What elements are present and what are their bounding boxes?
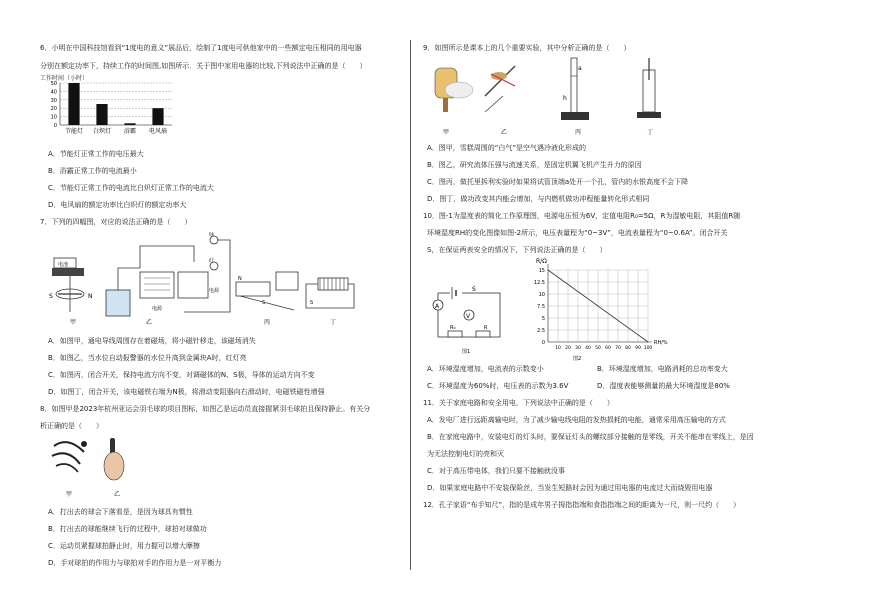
q6-stem-line1: 6．小明在中国科技馆看到“1度电的意义”展品后，绘制了1度电可供他家中的一些额定电压相同的用电器 bbox=[40, 44, 362, 52]
q10-stem-line3: S，在保证两表安全的情况下，下列说法正确的是（ ） bbox=[427, 246, 607, 254]
q8-option-a[interactable]: A．打出去的球会下落看是，是因为球具有惯性 bbox=[48, 508, 193, 516]
chart-category-label: 浴霸 bbox=[123, 128, 137, 135]
q8-option-b[interactable]: B．打出去的球能继续飞行的过程中，球拍对球做功 bbox=[48, 525, 207, 533]
chart-ytick-label: 0 bbox=[53, 123, 57, 129]
q11-option-b-line1[interactable]: B．在家庭电路中，安装电灯的灯头时，要保证灯头的螺纹部分接触的是零线，开关不能串在零线上，是因 bbox=[427, 433, 754, 441]
q9-fig-jia-ice-cream-icon bbox=[435, 68, 473, 136]
svg-text:甲: 甲 bbox=[70, 319, 77, 326]
q10-option-c[interactable]: C．环境湿度为60%时，电压表的示数为3.6V bbox=[427, 382, 569, 390]
graph-xtick-label: 10 bbox=[555, 346, 561, 351]
chart-yticks bbox=[51, 81, 57, 129]
q9-stem: 9．如图所示是课本上的几个重要实验，其中分析正确的是（ ） bbox=[423, 44, 631, 52]
q10-stem-line2: 环境湿度RH的变化图像如图-2所示，电压表量程为“0~3V”，电流表量程为“0~0.6A”。闭合开关 bbox=[427, 229, 728, 237]
q6-bar-chart bbox=[40, 73, 175, 139]
q9-option-a[interactable]: A．图甲，雪糕周围的“白气”是空气遇冷液化形成的 bbox=[427, 144, 587, 152]
q9-figures bbox=[425, 56, 675, 138]
svg-text:S: S bbox=[310, 300, 314, 306]
svg-text:N: N bbox=[88, 293, 93, 300]
q8-option-c[interactable]: C．运动员紧握球拍静止时，用力握可以增大摩擦 bbox=[48, 542, 200, 550]
graph-grid bbox=[548, 264, 652, 342]
svg-text:S: S bbox=[472, 286, 476, 293]
graph-caption: 图2 bbox=[573, 356, 582, 362]
svg-text:甲: 甲 bbox=[443, 129, 450, 136]
svg-text:丁: 丁 bbox=[647, 129, 654, 136]
q7-option-d[interactable]: D．如图丁，闭合开关，该电磁铁右端为N极，将滑动变阻器向右滑动时，电磁铁磁性增强 bbox=[48, 388, 325, 396]
q7-option-c[interactable]: C．如图丙，闭合开关，保持电流方向不变，对调磁体的N、S极，导体的运动方向不变 bbox=[48, 371, 315, 379]
chart-bars bbox=[68, 83, 163, 125]
q9-option-c[interactable]: C．图丙，做托里拆利实验时如果将试管顶端a处开一个孔，管内的水银高度不会下降 bbox=[427, 178, 689, 186]
q8-fig-jia-badminton-icon bbox=[52, 441, 87, 498]
svg-text:R₀: R₀ bbox=[450, 325, 456, 331]
graph-xtick-label: 30 bbox=[575, 346, 581, 351]
graph-ytick-label: 12.5 bbox=[533, 280, 545, 286]
q7-stem: 7．下列的四幅图，对应的说法正确的是（ ） bbox=[40, 218, 192, 226]
q6-stem-line2: 分别在额定功率下，持续工作的时间图,如图所示．关于图中家用电器的比较,下列说法中正确的是（ ） bbox=[40, 62, 367, 70]
svg-text:红: 红 bbox=[209, 258, 215, 264]
svg-text:乙: 乙 bbox=[501, 129, 508, 136]
chart-bar bbox=[124, 123, 135, 125]
svg-text:丁: 丁 bbox=[330, 319, 337, 326]
q10-option-d[interactable]: D．湿度表能够测量的最大环境湿度是80% bbox=[597, 382, 730, 390]
q7-fig-bing bbox=[236, 272, 298, 326]
graph-ytick-label: 2.5 bbox=[537, 328, 545, 334]
q12-stem: 12．孔子家语“布手知尺”，指的是成年男子拇指指端和食指指端之间的距离为一尺，则一尺约（ ） bbox=[423, 501, 741, 509]
graph-ytick-label: 15 bbox=[538, 268, 545, 274]
q7-fig-ding bbox=[306, 278, 354, 326]
chart-categories bbox=[65, 127, 167, 135]
graph-xlabel: RH/% bbox=[654, 340, 668, 346]
chart-bar bbox=[152, 108, 163, 125]
graph-xtick-label: 70 bbox=[615, 346, 621, 351]
chart-ytick-label: 10 bbox=[50, 114, 57, 121]
chart-ytick-label: 40 bbox=[50, 89, 57, 96]
svg-text:乙: 乙 bbox=[146, 319, 153, 326]
q9-fig-bing-torricelli-icon bbox=[561, 58, 589, 136]
graph-ytick-label: 7.5 bbox=[537, 304, 545, 310]
svg-text:乙: 乙 bbox=[114, 491, 121, 498]
q7-option-a[interactable]: A．如图甲，通电导线周围存在着磁场，将小磁针移走，该磁场消失 bbox=[48, 337, 256, 345]
column-divider bbox=[410, 40, 411, 570]
svg-text:丙: 丙 bbox=[264, 319, 271, 326]
chart-category-label: 白炽灯 bbox=[92, 128, 112, 135]
q10-option-a[interactable]: A．环境湿度增加，电流表的示数变小 bbox=[427, 365, 544, 373]
q7-option-b[interactable]: B．如图乙，当水位自动报警器的水位升高到金属块A时，红灯亮 bbox=[48, 354, 247, 362]
q11-option-b-line2[interactable]: 为无法控制电灯的亮和灭 bbox=[427, 450, 504, 458]
graph-ticks bbox=[534, 268, 653, 351]
svg-text:A: A bbox=[435, 303, 440, 310]
graph-xtick-label: 90 bbox=[635, 346, 641, 351]
q11-option-d[interactable]: D．如果家庭电路中不安装保险丝，当发生短路时会因为通过用电器的电流过大而烧毁用电器 bbox=[427, 484, 713, 492]
q9-fig-yi-bernoulli-icon bbox=[485, 66, 515, 136]
chart-category-label: 电风扇 bbox=[148, 128, 168, 135]
chart-ytick-label: 20 bbox=[50, 106, 57, 113]
svg-text:绿: 绿 bbox=[209, 232, 215, 238]
q8-fig-yi-hand-racket-icon bbox=[104, 438, 124, 498]
q8-option-d[interactable]: D．手对球拍的作用力与球拍对手的作用力是一对平衡力 bbox=[48, 559, 222, 567]
q9-option-d[interactable]: D．图丁，做功改变其内能会增加，与内燃机做功冲程能量转化形式相同 bbox=[427, 195, 650, 203]
chart-ylabel: 工作时间（小时） bbox=[40, 75, 89, 82]
graph-ytick-label: 0 bbox=[541, 340, 545, 346]
q10-stem-line1: 10．图-1为湿度表的简化工作原理图，电源电压恒为6V，定值电阻R₀=5Ω，R为湿敏电阻，其阻值R随 bbox=[423, 212, 741, 220]
graph-xtick-label: 60 bbox=[605, 346, 611, 351]
q11-option-c[interactable]: C．对于高压带电体，我们只要不接触就没事 bbox=[427, 467, 565, 475]
chart-category-label: 节能灯 bbox=[64, 128, 84, 135]
q10-resistance-graph bbox=[528, 256, 668, 362]
svg-text:h: h bbox=[563, 95, 567, 102]
q6-option-d[interactable]: D．电风扇的额定功率比白炽灯的额定功率大 bbox=[48, 201, 187, 209]
graph-ytick-label: 10 bbox=[538, 292, 545, 298]
q9-option-b[interactable]: B．图乙，研究流体压强与流速关系，是固定机翼飞机产生升力的原因 bbox=[427, 161, 642, 169]
svg-text:丙: 丙 bbox=[575, 129, 582, 136]
svg-text:V: V bbox=[466, 313, 471, 320]
graph-ylabel: R/Ω bbox=[536, 258, 547, 265]
chart-bar bbox=[96, 104, 107, 125]
q6-option-b[interactable]: B．浴霸正常工作的电流最小 bbox=[48, 167, 137, 175]
chart-ytick-label: 50 bbox=[50, 81, 57, 87]
q7-figures bbox=[44, 232, 364, 328]
svg-text:a: a bbox=[578, 65, 582, 72]
svg-text:电源: 电源 bbox=[209, 288, 220, 294]
graph-xtick-label: 80 bbox=[625, 346, 631, 351]
svg-text:图1: 图1 bbox=[462, 349, 471, 355]
graph-xtick-label: 40 bbox=[585, 346, 591, 351]
q9-fig-ding-fire-syringe-icon bbox=[637, 58, 661, 136]
svg-text:电源: 电源 bbox=[152, 306, 163, 312]
q10-option-b[interactable]: B．环境湿度增加，电路消耗的总功率变大 bbox=[597, 365, 728, 373]
q8-stem-line1: 8．如图甲是2023年杭州亚运会羽毛球的项目图标，如图乙是运动员直接握紧羽毛球拍且保持静止。有关分 bbox=[40, 405, 371, 413]
q11-stem: 11．关于家庭电路和安全用电，下列说法中正确的是（ ） bbox=[423, 399, 614, 407]
svg-text:电池: 电池 bbox=[58, 262, 69, 268]
q6-option-a[interactable]: A．节能灯正常工作的电压最大 bbox=[48, 150, 144, 158]
q8-stem-line2: 析正确的是（ ） bbox=[40, 422, 103, 430]
q6-option-c[interactable]: C．节能灯正常工作的电流比白炽灯正常工作的电流大 bbox=[48, 184, 214, 192]
svg-text:甲: 甲 bbox=[66, 491, 73, 498]
q11-option-a[interactable]: A．发电厂进行远距离输电时，为了减少输电线电阻的发热损耗的电能，通常采用高压输电的方式 bbox=[427, 416, 726, 424]
q7-fig-yi bbox=[106, 232, 230, 326]
svg-text:S: S bbox=[262, 300, 266, 306]
svg-text:R: R bbox=[484, 325, 488, 331]
svg-text:N: N bbox=[238, 276, 242, 282]
q10-circuit-figure bbox=[428, 283, 508, 359]
chart-ytick-label: 30 bbox=[50, 97, 57, 104]
svg-text:S: S bbox=[49, 293, 53, 300]
graph-xtick-label: 100 bbox=[643, 346, 653, 351]
graph-ytick-label: 5 bbox=[541, 316, 545, 322]
q8-figures bbox=[48, 432, 138, 500]
q7-fig-jia bbox=[49, 258, 93, 326]
chart-bar bbox=[68, 83, 79, 125]
graph-xtick-label: 20 bbox=[565, 346, 571, 351]
graph-xtick-label: 50 bbox=[595, 346, 601, 351]
